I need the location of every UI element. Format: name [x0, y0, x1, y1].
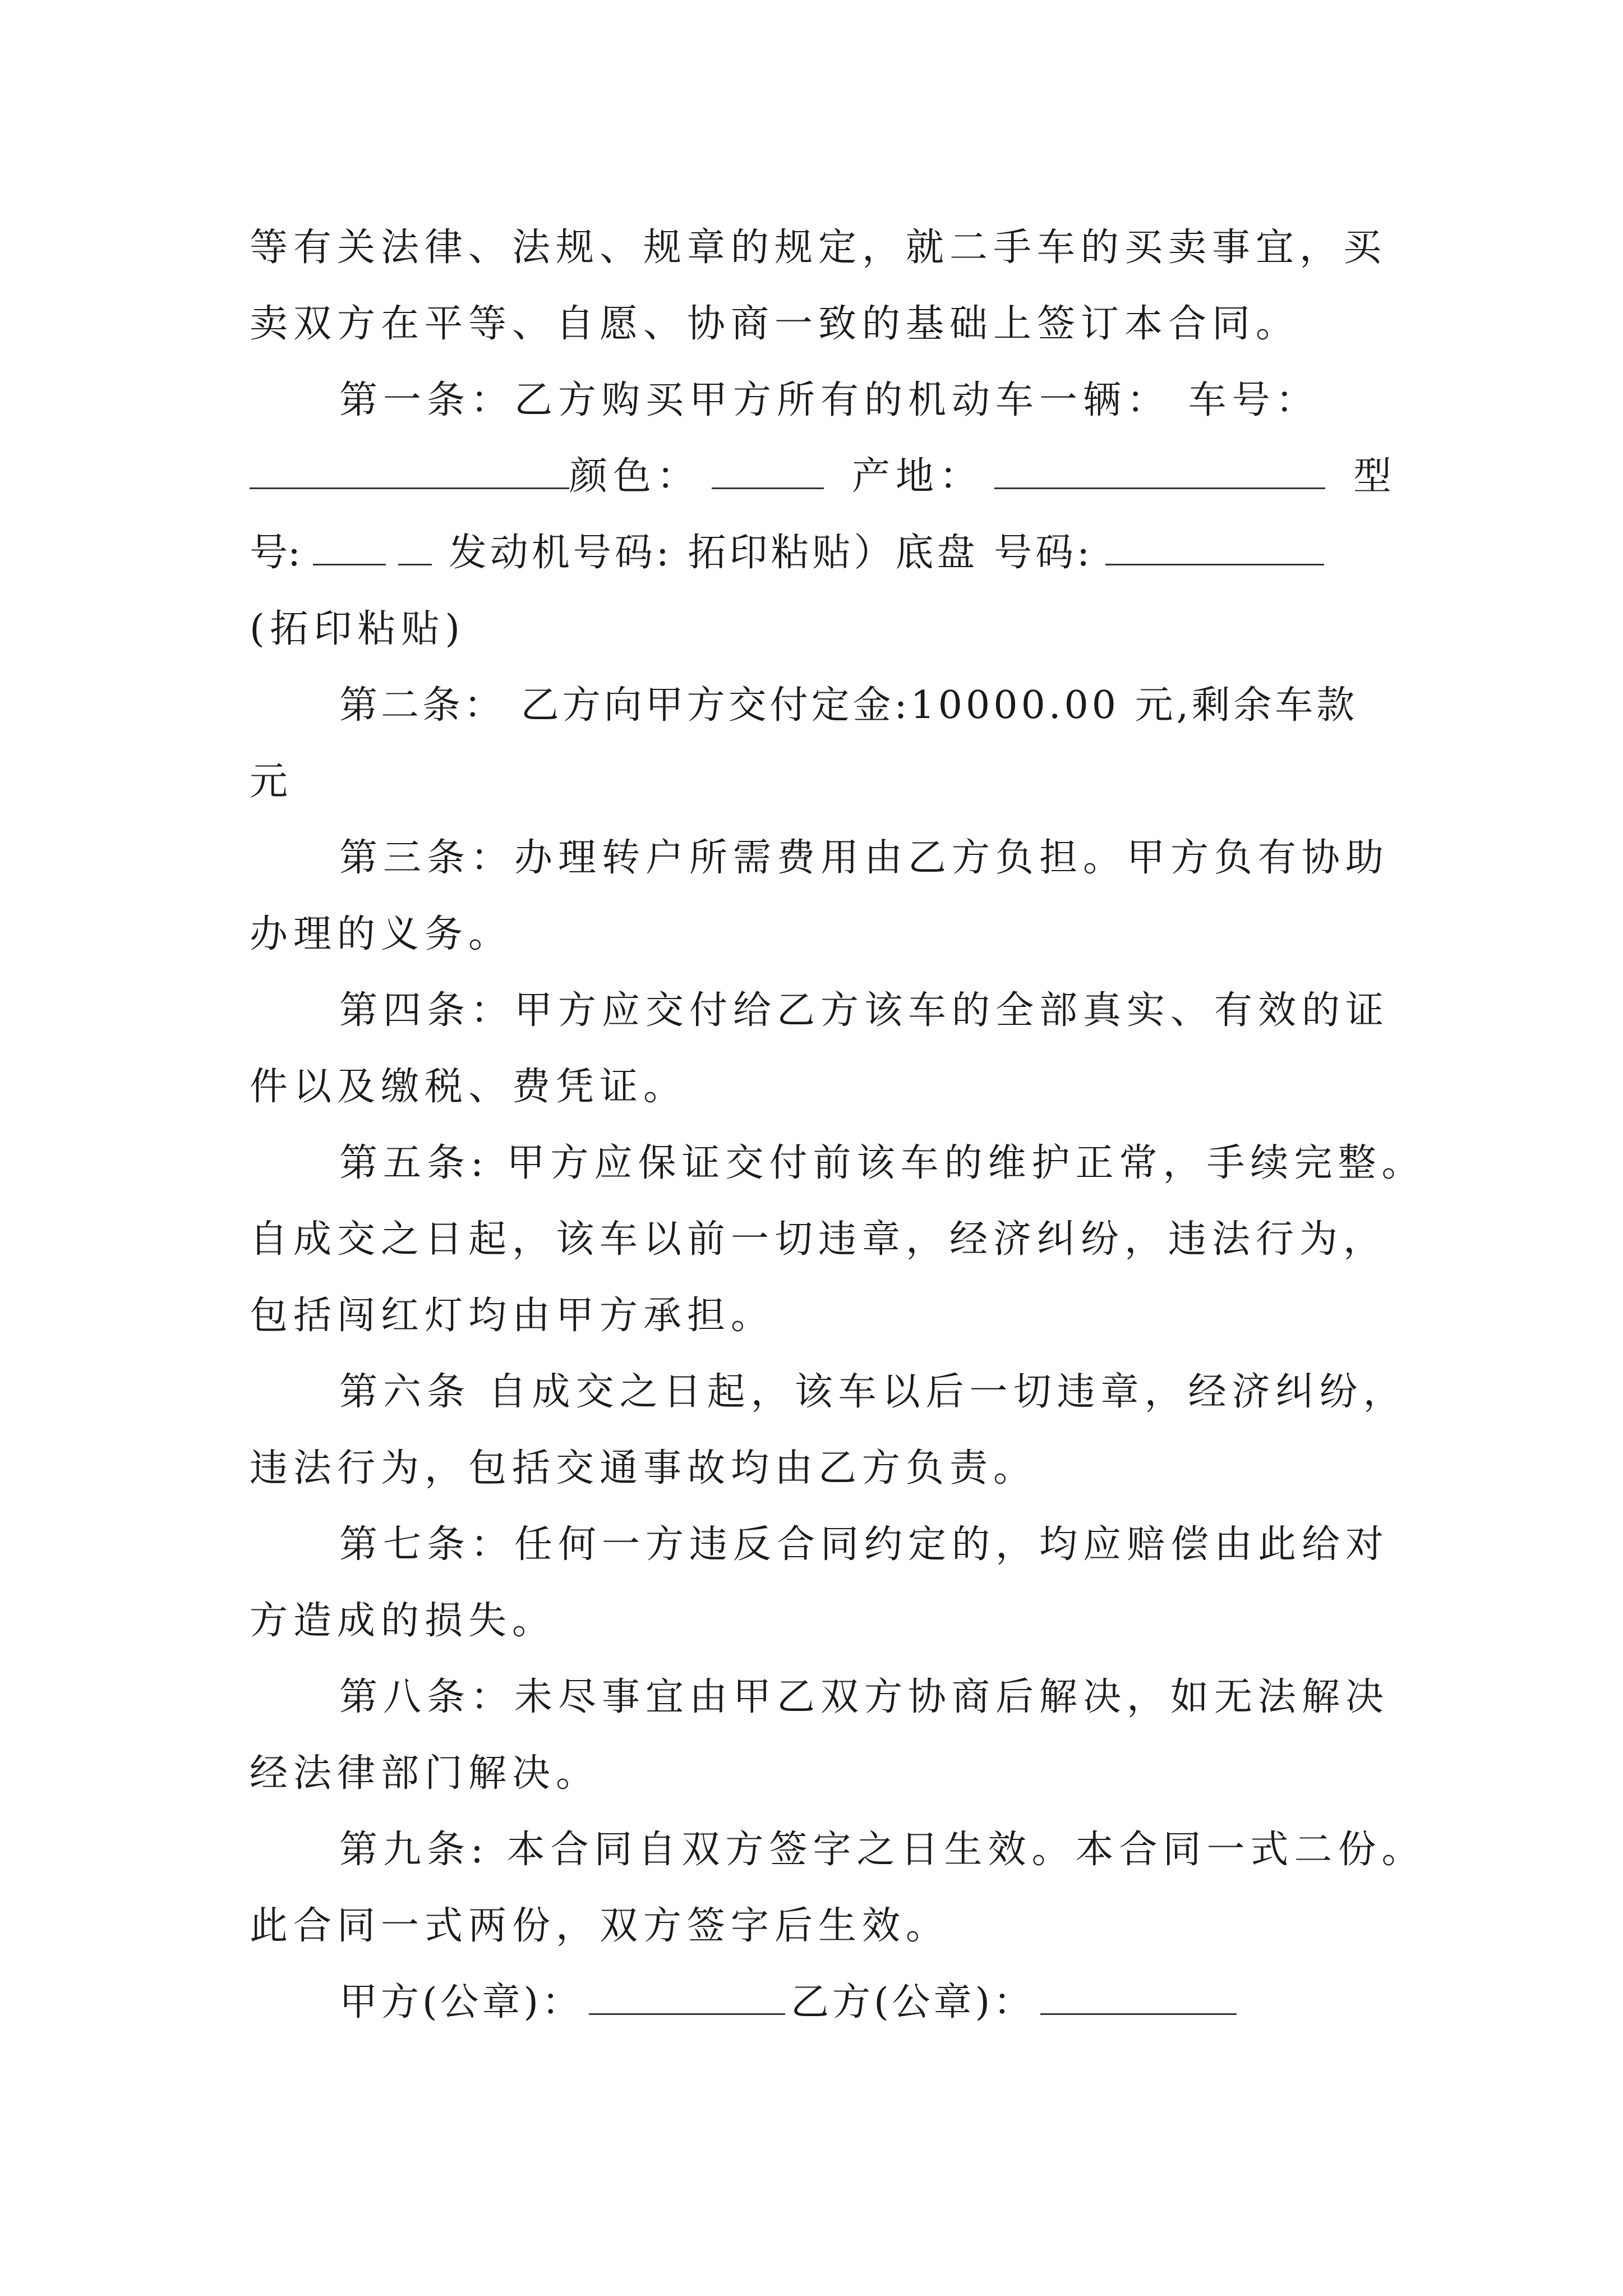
article-5-line-3: 包括闯红灯均由甲方承担。 [250, 1294, 775, 1338]
article-3-line-2: 办理的义务。 [250, 912, 513, 956]
engine-chassis-label: 发动机号码: 拓印粘贴）底盘 号码: [448, 531, 1093, 575]
plate-number-blank[interactable] [250, 450, 569, 489]
type-label-part-b: 号: [250, 531, 301, 575]
color-label: 颜色： [569, 454, 701, 499]
intro-line-1: 等有关法律、法规、规章的规定，就二手车的买卖事宜，买 [250, 226, 1387, 270]
article-3-line-1: 第三条：办理转户所需费用由乙方负担。甲方负有协助 [339, 836, 1390, 880]
intro-line-2: 卖双方在平等、自愿、协商一致的基础上签订本合同。 [250, 302, 1300, 346]
party-b-seal-blank[interactable] [1040, 1976, 1237, 2015]
article-4-line-2: 件以及缴税、费凭证。 [250, 1065, 688, 1109]
color-blank[interactable] [712, 450, 824, 489]
type-blank-2[interactable] [398, 527, 432, 565]
party-a-seal-blank[interactable] [589, 1976, 785, 2015]
party-a-seal-label: 甲方(公章)： [339, 1980, 584, 2024]
article-1-line-2 [250, 449, 1391, 505]
party-b-seal-label: 乙方(公章)： [791, 1980, 1035, 2024]
signature-line [339, 1975, 1237, 2031]
article-7-line-2: 方造成的损失。 [250, 1599, 556, 1643]
article-6-line-1: 第六条 自成交之日起，该车以后一切违章，经济纠纷， [339, 1370, 1407, 1414]
article-5-line-1: 第五条: 甲方应保证交付前该车的维护正常，手续完整。 [339, 1141, 1426, 1185]
type-blank-1[interactable] [313, 527, 386, 565]
chassis-number-blank[interactable] [1105, 527, 1324, 565]
article-2-line-1: 第二条： 乙方向甲方交付定金:10000.00 元,剩余车款 [339, 683, 1358, 728]
article-1-line-4: (拓印粘贴) [250, 607, 466, 651]
article-1-line-3 [250, 525, 1324, 581]
article-2-line-2: 元 [250, 760, 294, 804]
article-8-line-2: 经法律部门解决。 [250, 1751, 600, 1796]
article-6-line-2: 违法行为，包括交通事故均由乙方负责。 [250, 1446, 1038, 1490]
article-8-line-1: 第八条：未尽事宜由甲乙双方协商后解决，如无法解决 [339, 1675, 1390, 1719]
article-4-line-1: 第四条：甲方应交付给乙方该车的全部真实、有效的证 [339, 988, 1390, 1033]
type-label-part-a: 型 [1353, 454, 1392, 499]
article-7-line-1: 第七条：任何一方违反合同约定的，均应赔偿由此给对 [339, 1522, 1390, 1567]
article-9-line-1: 第九条: 本合同自双方签字之日生效。本合同一式二份。 [339, 1828, 1426, 1872]
article-5-line-2: 自成交之日起，该车以前一切违章，经济纠纷，违法行为， [250, 1217, 1387, 1262]
article-1-line-1: 第一条：乙方购买甲方所有的机动车一辆： 车号： [339, 378, 1320, 422]
article-9-line-2: 此合同一式两份，双方签字后生效。 [250, 1904, 950, 1948]
origin-label: 产地： [852, 454, 984, 499]
origin-blank[interactable] [994, 450, 1325, 489]
